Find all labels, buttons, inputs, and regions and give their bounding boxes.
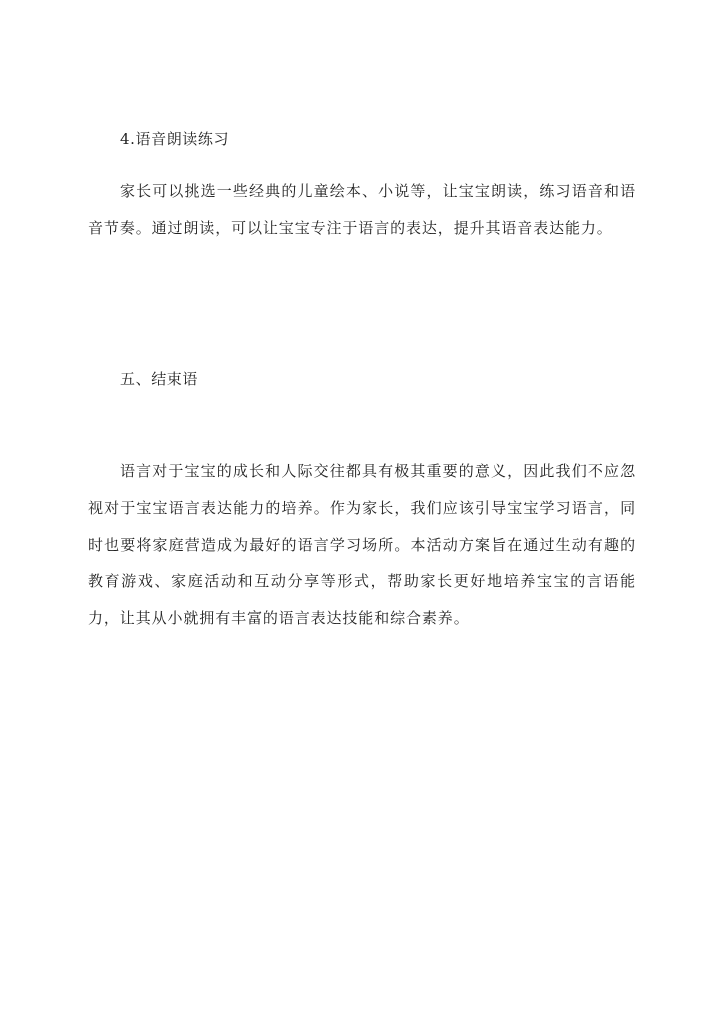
section-heading-conclusion: 五、结束语 (120, 370, 199, 388)
section-heading-voice-reading: 4.语音朗读练习 (120, 130, 230, 148)
section-paragraph-voice-reading: 家长可以挑选一些经典的儿童绘本、小说等，让宝宝朗读，练习语音和语音节奏。通过朗读，可以让宝宝专注于语言的表达，提升其语音表达能力。 (88, 182, 636, 237)
section-paragraph-conclusion: 语言对于宝宝的成长和人际交往都具有极其重要的意义，因此我们不应忽视对于宝宝语言表达能力的培养。作为家长，我们应该引导宝宝学习语言，同时也要将家庭营造成为最好的语言学习场所。本活动方案旨在通过生动有趣的教育游戏、家庭活动和互动分享等形式，帮助家长更好地培养宝宝的言语能力，让其从小就拥有丰富的语言表达技能和综合素养。 (88, 462, 636, 628)
